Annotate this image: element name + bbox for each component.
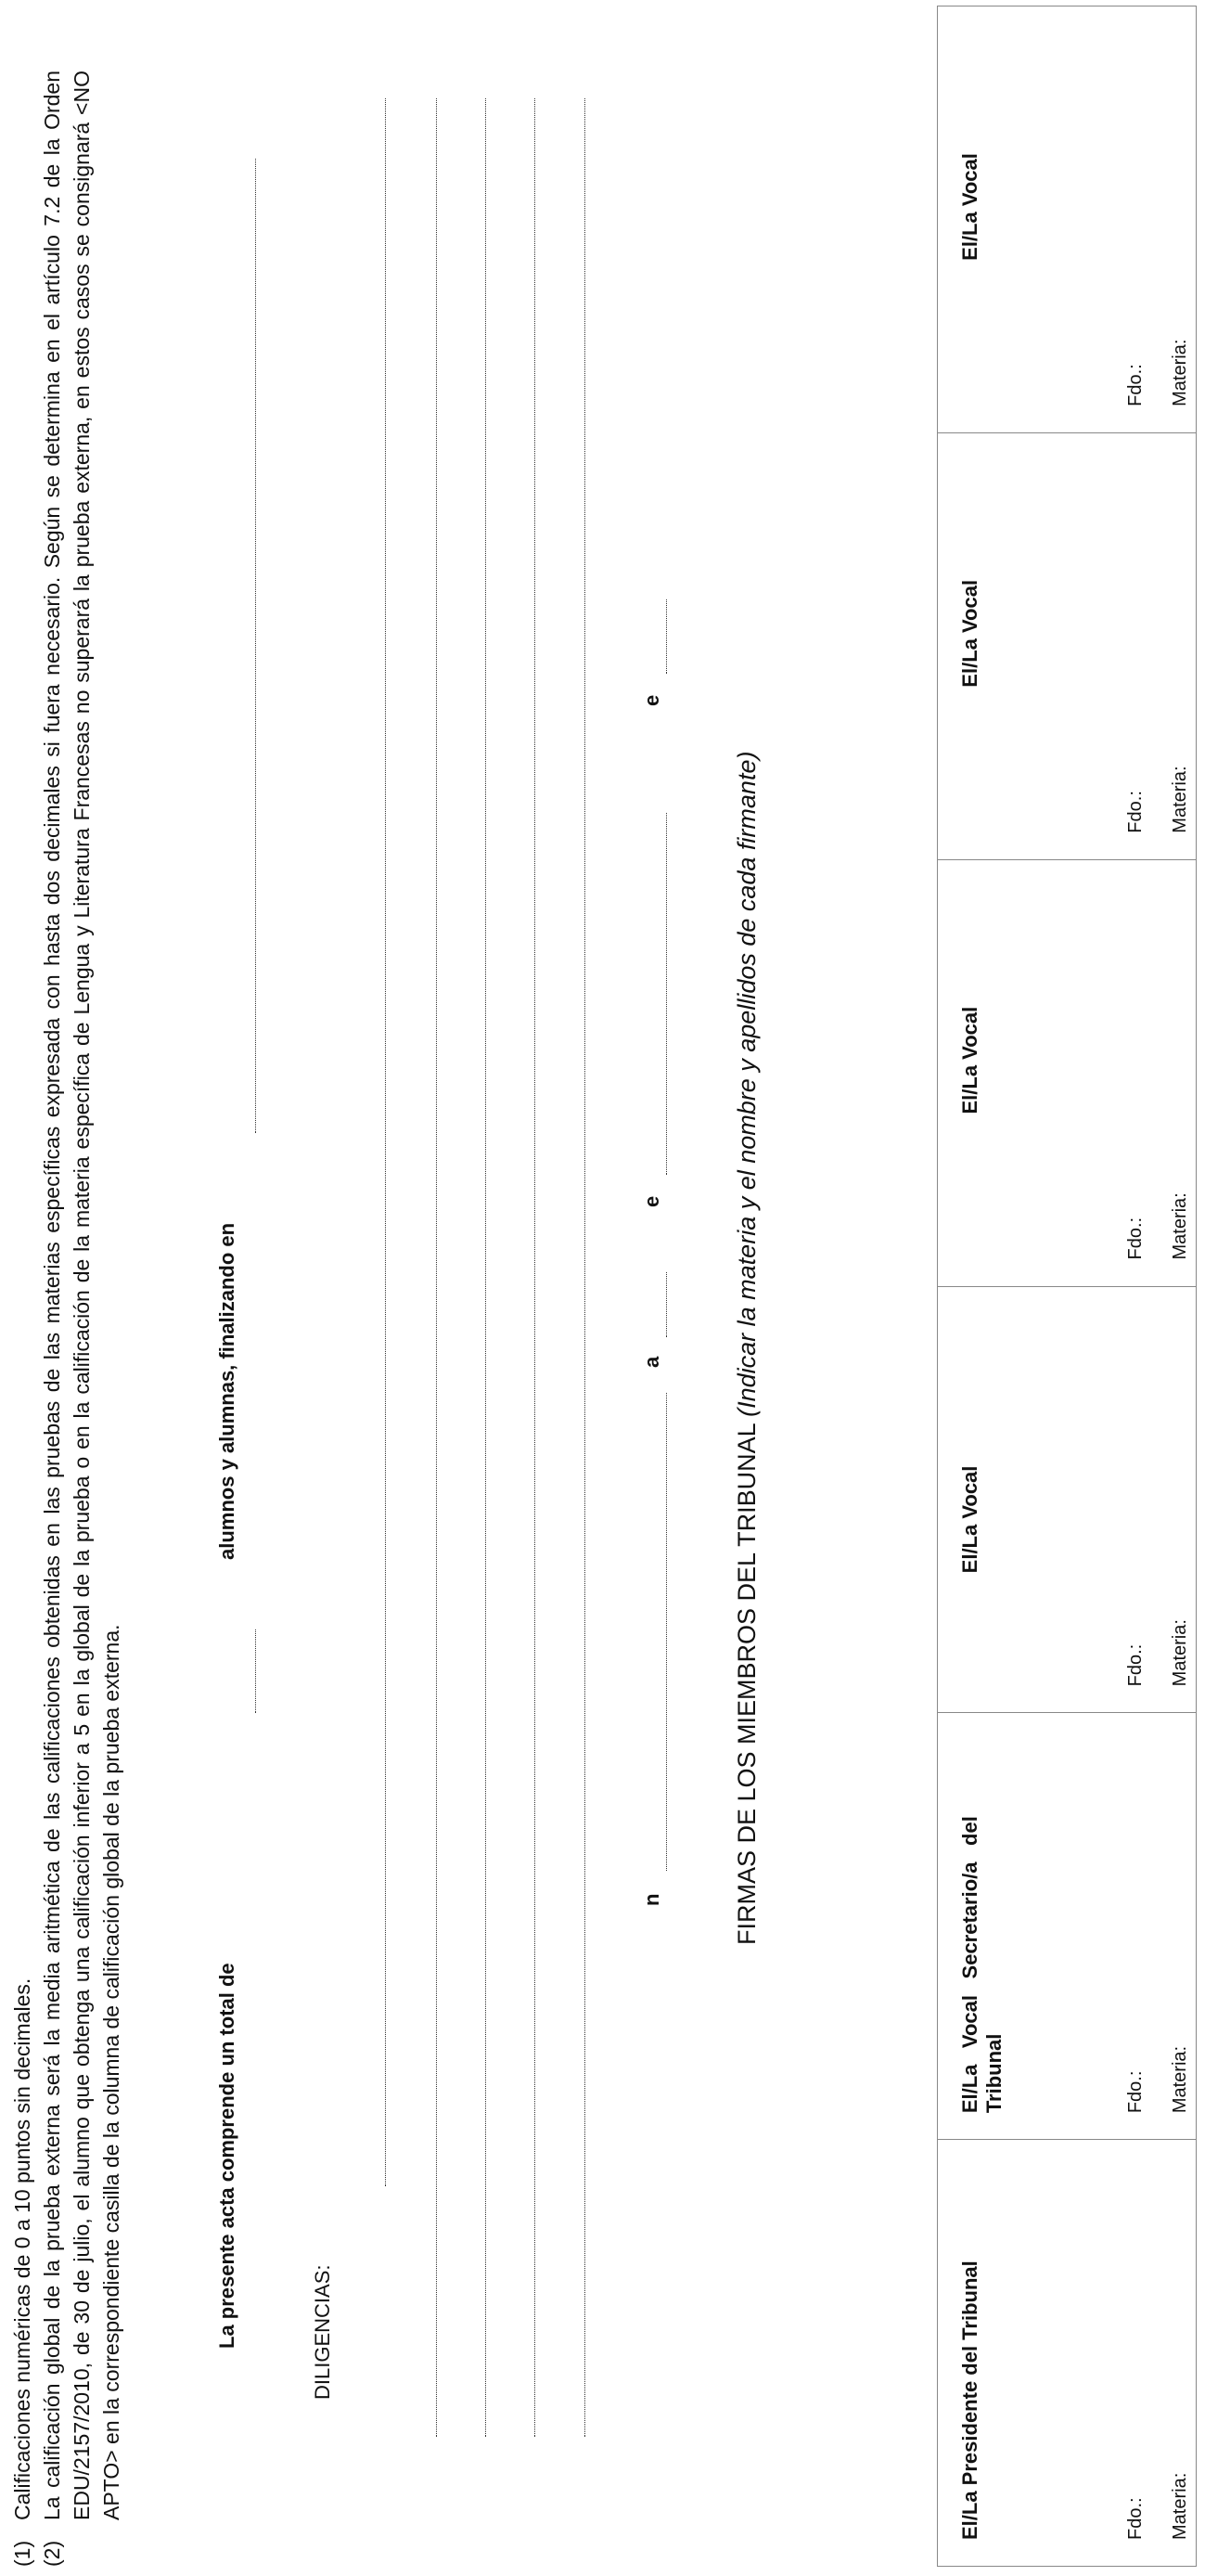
signatures-row <box>938 6 1197 2567</box>
place-blank-line <box>666 1393 667 1871</box>
signer-fdo-label: Fdo.: <box>1125 1217 1146 1260</box>
signatures-title: FIRMAS DE LOS MIEMBROS DEL TRIBUNAL <box>733 1423 761 1945</box>
signature-cell-vocal-1 <box>938 1286 1197 1713</box>
signer-role: El/La Vocal <box>958 579 981 688</box>
finalizing-blank-line <box>255 159 256 1133</box>
signer-materia-label: Materia: <box>1170 2045 1190 2114</box>
signatures-table <box>937 6 1197 2567</box>
signer-materia-label: Materia: <box>1170 2472 1190 2540</box>
date-a-label: a <box>640 1356 663 1368</box>
signature-cell-vocal-3 <box>938 432 1197 859</box>
diligencias-label: DILIGENCIAS: <box>311 2264 334 2400</box>
signer-fdo-label: Fdo.: <box>1125 791 1146 833</box>
signature-cell-vocal-4 <box>938 6 1197 433</box>
signer-fdo-label: Fdo.: <box>1125 364 1146 406</box>
signer-fdo-label: Fdo.: <box>1125 2070 1146 2114</box>
month-blank-line <box>666 813 667 1175</box>
footnote-2 <box>37 61 223 2567</box>
date-de-label: e <box>640 1195 663 1207</box>
diligencias-line-1 <box>385 98 386 2186</box>
signatures-instructions: (Indicar la materia y el nombre y apellidos de cada firmante) <box>733 751 761 1417</box>
signer-materia-label: Materia: <box>1170 339 1190 406</box>
signer-materia-label: Materia: <box>1170 1619 1190 1687</box>
signatures-caption <box>733 553 762 1945</box>
total-blank-line <box>255 1629 256 1713</box>
signer-role: El/La Vocal <box>958 153 981 261</box>
year-blank-line <box>666 599 667 674</box>
footnote-text: Calificaciones numéricas de 0 a 10 puntos sin decimales. <box>10 1977 34 2520</box>
signature-cell-president <box>938 2140 1197 2567</box>
signer-materia-label: Materia: <box>1170 1192 1190 1260</box>
signature-cell-vocal-2 <box>938 859 1197 1286</box>
footnote-number: (1) <box>10 2540 34 2567</box>
day-blank-line <box>666 1272 667 1337</box>
signer-fdo-label: Fdo.: <box>1125 1643 1146 1687</box>
signer-role: El/La Vocal <box>958 1006 981 1114</box>
footnote-text: La calificación global de la prueba externa será la media aritmética de las calificaciones obtenidas en las pruebas de las materias específicas expresada con hasta dos decimales si fuera necesario. Según se determina en el artículo 7.2 de la Orden EDU/2157/2010, de 30 de julio, el alumno que obtenga una calificación inferior a 5 en la global de la prueba o en la calificación de la materia específica de Lengua y Literatura Francesas no superará la prueba externa, en estos casos se consignará <NO APTO> en la correspondiente casilla de la columna de calificación global de la prueba externa. <box>40 71 123 2520</box>
diligencias-line-4 <box>534 98 535 2437</box>
place-en-label: n <box>640 1893 663 1906</box>
signer-role: El/La Vocal Secretario/a del Tribunal <box>958 1816 1006 2114</box>
signer-fdo-label: Fdo.: <box>1125 2497 1146 2540</box>
acta-total-middle: alumnos y alumnas, finalizando en <box>215 1222 238 1560</box>
signer-role: El/La Presidente del Tribunal <box>958 2260 981 2540</box>
signature-cell-secretary <box>938 1713 1197 2140</box>
diligencias-line-2 <box>436 98 437 2437</box>
date-de-label-2: e <box>640 694 663 706</box>
acta-total-prefix: La presente acta comprende un total de <box>215 1963 238 2349</box>
signer-materia-label: Materia: <box>1170 766 1190 833</box>
signer-role: El/La Vocal <box>958 1465 981 1574</box>
diligencias-line-5 <box>584 98 585 2437</box>
diligencias-line-3 <box>485 98 486 2437</box>
footnote-number: (2) <box>40 2540 64 2567</box>
